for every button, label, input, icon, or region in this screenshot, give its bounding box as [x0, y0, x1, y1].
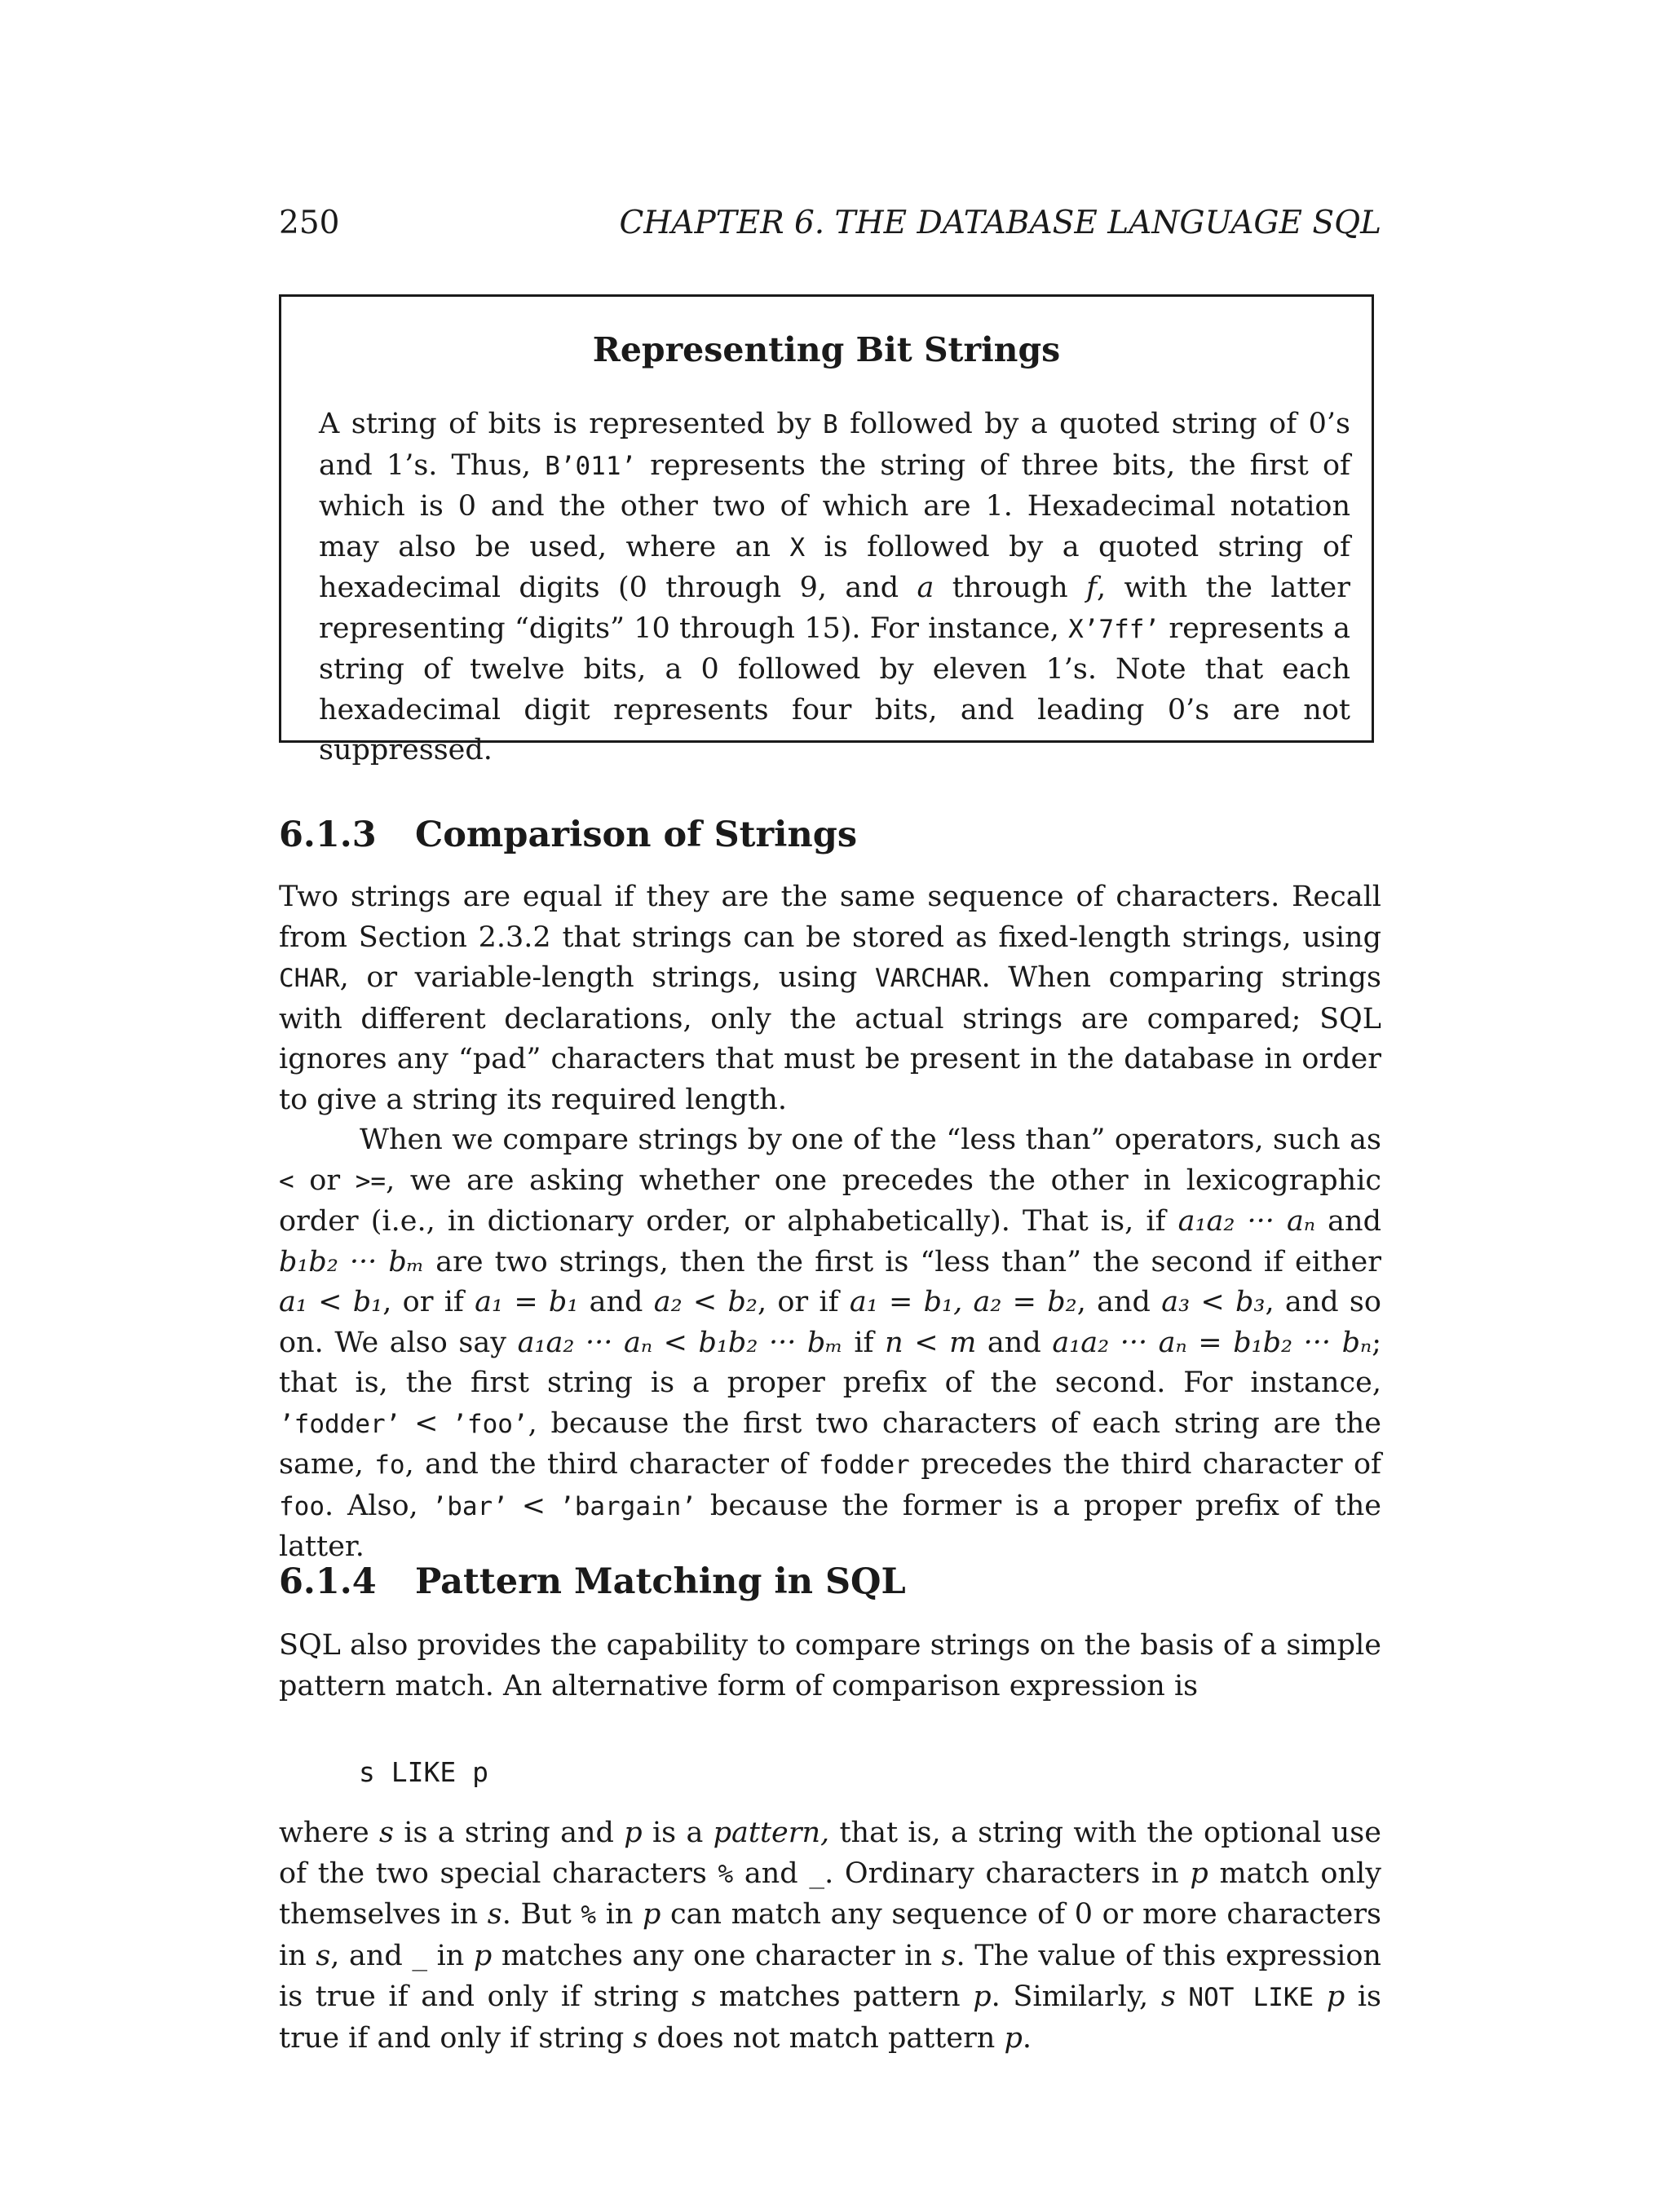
code-literal: B [823, 410, 838, 439]
code-literal: X’7ff’ [1068, 614, 1160, 644]
math-expression: n < m [885, 1326, 977, 1359]
math-expression: a₁ = b₁ [475, 1286, 579, 1318]
math-expression: a₁ = b₁, a₂ = b₂ [849, 1286, 1077, 1318]
math-expression: a₂ < b₂ [653, 1286, 758, 1318]
page-number: 250 [279, 205, 340, 241]
math-expression: a₁a₂ ··· aₙ = b₁b₂ ··· bₙ [1052, 1326, 1372, 1359]
code-literal: B’011’ [545, 451, 637, 481]
paragraph: where s is a string and p is a pattern, that is, a string with the optional use of the two special characters % and _. Ordinary characters in p match only themselves in s. But % in p can match any sequence of 0 or more characters in s, and _ in p matches any one character in s. The value of this expression is true if and only if string s matches pattern p. Similarly, s NOT LIKE p is true if and only if string s does not match pattern p. [279, 1817, 1382, 2055]
sidebar-box [279, 294, 1374, 766]
code-literal: X [789, 532, 806, 563]
math-expression: a₁ < b₁ [279, 1286, 383, 1318]
section-title: Pattern Matching in SQL [415, 1561, 906, 1602]
math-expression: a₁a₂ ··· aₙ < b₁b₂ ··· bₘ [517, 1326, 843, 1359]
math-expression: b₁b₂ ··· bₘ [279, 1245, 425, 1278]
section-6-1-4-intro [279, 1626, 1381, 1706]
paragraph: SQL also provides the capability to compare strings on the basis of a simple pattern match. An alternative form of comparison expression is [279, 1629, 1381, 1702]
section-6-1-3-body [279, 877, 1381, 1568]
running-head: CHAPTER 6. THE DATABASE LANGUAGE SQL [619, 205, 1381, 241]
math-expression: a₃ < b₃ [1161, 1286, 1266, 1318]
section-number: 6.1.3 [279, 815, 377, 855]
paragraph: When we compare strings by one of the “less than” operators, such as < or >=, we are asking whether one precedes the other in lexicographic order (i.e., in dictionary order, or alphabetically). That is, if a₁a₂ ··· aₙ and b₁b₂ ··· bₘ are two strings, then the first is “less than” the second if either a₁ < b₁, or if a₁ = b₁ and a₂ < b₂, or if a₁ = b₁, a₂ = b₂, and a₃ < b₃, and so on. We also say a₁a₂ ··· aₙ < b₁b₂ ··· bₘ if n < m and a₁a₂ ··· aₙ = b₁b₂ ··· bₙ; that is, the first string is a proper prefix of the second. For instance, ’fodder’ < ’foo’, because the first two characters of each string are the same, fo, and the third character of fodder precedes the third character of foo. Also, ’bar’ < ’bargain’ because the former is a proper prefix of the latter. [279, 1124, 1382, 1563]
section-6-1-4-body [279, 1813, 1381, 2059]
sidebar-paragraph: A string of bits is represented by B followed by a quoted string of 0’s and 1’s. Thus, B’011’ represents the string of three bits, the first of which is 0 and the other two of which are 1. Hexadecimal notation may also be used, where an X is followed by a quoted string of hexadecimal digits (0 through 9, and a through f, with the latter representing “digits” 10 through 15). For instance, X’7ff’ represents a string of twelve bits, a 0 followed by eleven 1’s. Note that each hexadecimal digit represents four bits, and leading 0’s are not suppressed. [319, 408, 1351, 766]
sidebar-title: Representing Bit Strings [592, 330, 1061, 369]
section-title: Comparison of Strings [415, 815, 858, 855]
paragraph: Two strings are equal if they are the same sequence of characters. Recall from Section 2.3.2 that strings can be stored as fixed-length strings, using CHAR, or variable-length strings, using VARCHAR. When comparing strings with different declarations, only the actual strings are compared; SQL ignores any “pad” characters that must be present in the database in order to give a string its required length. [279, 881, 1381, 1116]
section-heading-6-1-4 [279, 1559, 906, 1605]
math-expression: a₁a₂ ··· aₙ [1177, 1205, 1316, 1238]
section-heading-6-1-3 [279, 812, 857, 858]
running-header [279, 201, 1381, 246]
section-number: 6.1.4 [279, 1561, 377, 1602]
code-example: s LIKE p [359, 1756, 488, 1788]
